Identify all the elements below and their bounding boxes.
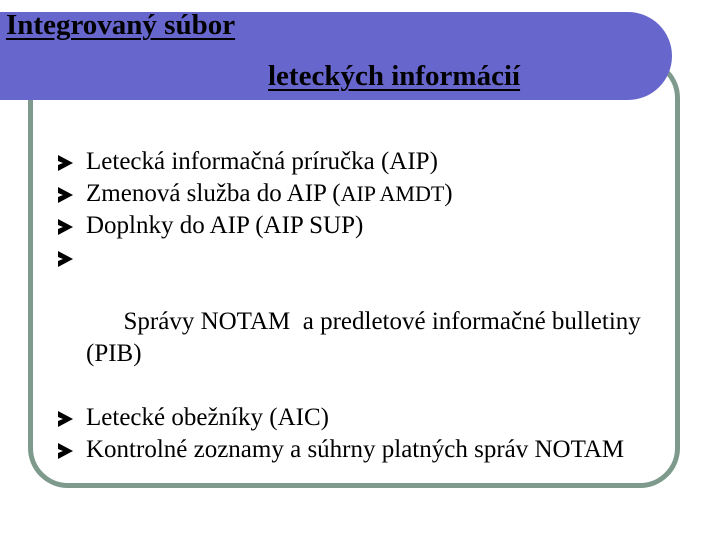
bullet-text-abbrev: AIP AMDT — [340, 181, 445, 206]
bullet-list — [58, 146, 670, 466]
bullet-text: Letecká informačná príručka (AIP) — [86, 148, 438, 175]
bullet-text-end: ) — [444, 180, 453, 207]
bullet-text-start: Zmenová služba do AIP ( — [86, 180, 341, 207]
bullet-item — [58, 178, 670, 210]
bullet-item — [58, 146, 670, 178]
bullet-text: Letecké obežníky (AIC) — [86, 404, 329, 431]
slide-title-line-1: Integrovaný súbor — [6, 9, 236, 41]
arrowhead-bullet-icon — [58, 155, 73, 171]
arrowhead-bullet-icon — [58, 219, 73, 235]
arrowhead-bullet-icon — [58, 411, 73, 427]
arrowhead-bullet-icon — [58, 187, 73, 203]
bullet-item — [58, 242, 670, 402]
slide-title-line-2: leteckých informácií — [268, 60, 521, 92]
bullet-item — [58, 402, 670, 434]
arrowhead-bullet-icon — [58, 251, 73, 267]
bullet-item — [58, 434, 670, 466]
bullet-item — [58, 210, 670, 242]
arrowhead-bullet-icon — [58, 443, 73, 459]
bullet-text: Kontrolné zoznamy a súhrny platných správ NOTAM — [86, 436, 625, 463]
bullet-text: Správy NOTAM a predletové informačné bulletiny (PIB) — [86, 308, 648, 367]
bullet-text: Doplnky do AIP (AIP SUP) — [86, 212, 364, 239]
